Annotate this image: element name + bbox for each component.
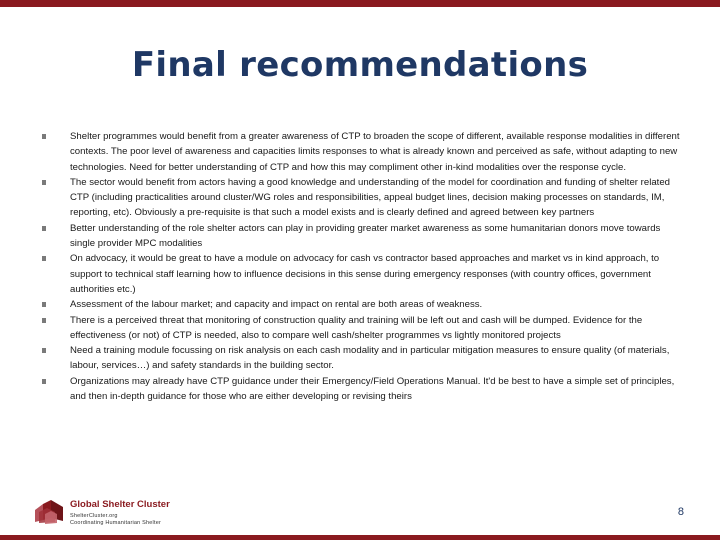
global-shelter-cluster-logo-icon xyxy=(33,498,65,526)
bullet-marker xyxy=(42,318,46,323)
bullet-marker xyxy=(42,302,46,307)
bullet-text: Better understanding of the role shelter actors can play in providing greater market awareness as some humanitarian donors move towards single provider MPC modalities xyxy=(70,222,661,250)
footer-tagline: Coordinating Humanitarian Shelter xyxy=(70,520,161,526)
bullet-text: Assessment of the labour market; and capacity and impact on rental are both areas of weakness. xyxy=(70,299,483,311)
bullet-marker xyxy=(42,379,46,384)
list-item xyxy=(42,221,682,252)
list-item xyxy=(42,297,682,312)
list-item xyxy=(42,251,682,297)
bullet-text: Shelter programmes would benefit from a greater awareness of CTP to broaden the scope of different, available response modalities in different contexts. The poor level of awareness and capacities limits responses to what is already known and perceived as safe, without adapting to new technologies. Need for better understanding of CTP and how this may compliment other in-kind modalities over the response cycle. xyxy=(70,131,680,173)
bullet-marker xyxy=(42,226,46,231)
bullet-text: There is a perceived threat that monitoring of construction quality and training will be left out and cash will be dumped. Evidence for the effectiveness (or not) of CTP is needed, also to compare well cash/shelter programmes vs lightly monitored projects xyxy=(70,314,643,341)
list-item xyxy=(42,175,682,221)
bullet-text: Organizations may already have CTP guidance under their Emergency/Field Operations Manual. It'd be best to have a simple set of principles, and then in-depth guidance for those who are either developing or revising theirs xyxy=(70,375,675,403)
slide-title: Final recommendations xyxy=(131,45,589,85)
footer-url: ShelterCluster.org xyxy=(70,513,118,519)
bullet-marker xyxy=(42,180,46,185)
top-accent-bar xyxy=(0,0,720,7)
bullet-text: Need a training module focussing on risk analysis on each cash modality and in particular mitigation measures to ensure quality (of materials, labour, services…) and safety standards in the building sector. xyxy=(70,345,670,372)
bullet-marker xyxy=(42,134,46,139)
bottom-accent-bar xyxy=(0,535,720,540)
bullet-marker xyxy=(42,256,46,261)
list-item xyxy=(42,129,682,175)
list-item xyxy=(42,343,682,374)
list-item xyxy=(42,313,682,344)
page-number: 8 xyxy=(677,506,684,518)
bullet-text: The sector would benefit from actors having a good knowledge and understanding of the model for coordination and funding of shelter related CTP (including practicalities around cluster/WG roles and responsibilities, appeal budget lines, decision making processes on standards, IM, reporting, etc). Obviously a pre-requisite is that such a model exists and is clearly defined and agreed between key partners xyxy=(70,176,670,219)
list-item xyxy=(42,374,682,405)
bullet-marker xyxy=(42,348,46,353)
bullet-text: On advocacy, it would be great to have a module on advocacy for cash vs contractor based approaches and market vs in kind approach, to support to technical staff learning how to influence decisions in this sense during emergency responses (with country offices, government authorities etc.) xyxy=(70,253,660,295)
footer-org-name: Global Shelter Cluster xyxy=(70,499,170,510)
recommendations-list xyxy=(42,129,682,404)
